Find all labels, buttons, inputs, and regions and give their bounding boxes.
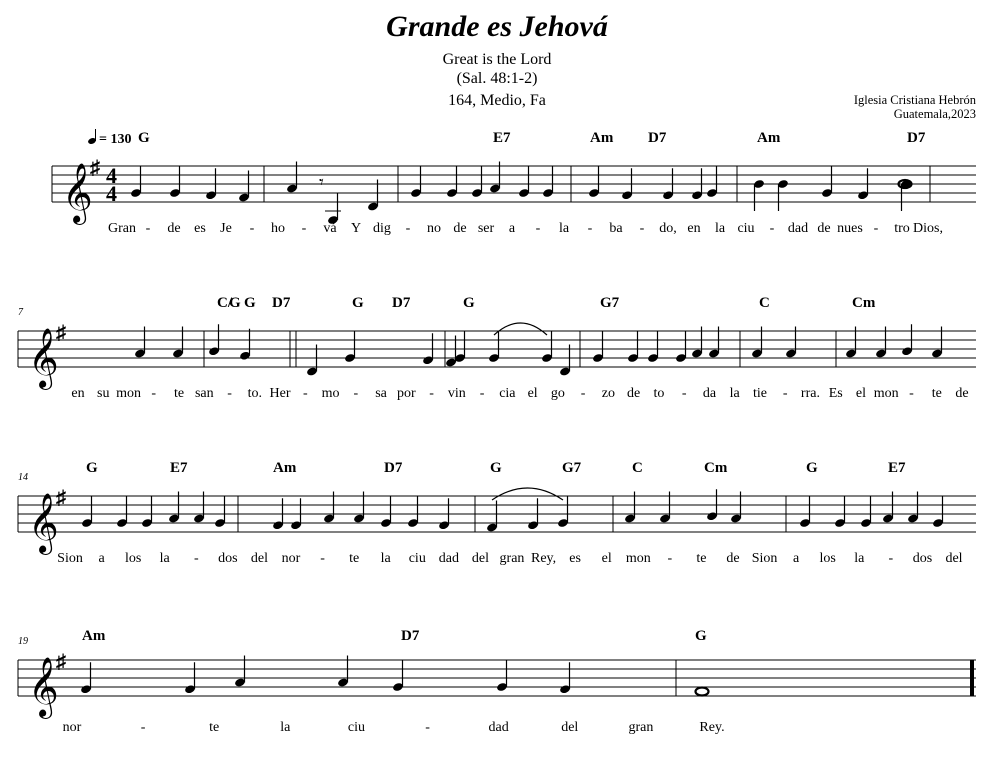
chord-symbol: E7 xyxy=(888,460,906,476)
lyric-syllable: Sion xyxy=(57,551,83,566)
lyric-syllable: do, xyxy=(659,221,677,236)
lyric-syllable: te xyxy=(931,386,942,401)
chord-symbol: Am xyxy=(757,130,781,146)
lyric-hyphen: - xyxy=(535,221,541,236)
lyric-syllable: mon xyxy=(116,386,141,401)
lyric-syllable: los xyxy=(124,551,142,566)
chord-symbol: D7 xyxy=(907,130,926,146)
chord-symbol: D7 xyxy=(272,295,291,311)
lyric-syllable: por xyxy=(397,386,416,401)
lyric-hyphen: - xyxy=(681,386,687,401)
chord-symbol: C xyxy=(759,295,770,311)
treble-clef: 𝄞 xyxy=(28,495,59,552)
composer-place: Guatemala,2023 xyxy=(893,107,976,121)
lyric-syllable: la xyxy=(714,221,726,236)
chord-symbol: D7 xyxy=(401,628,420,644)
lyric-hyphen: - xyxy=(405,221,411,236)
bar-number: 19 xyxy=(18,636,28,647)
lyric-syllable: Her xyxy=(269,386,291,401)
lyric-syllable: la xyxy=(380,551,391,566)
lyric-syllable: dad xyxy=(488,720,509,735)
slur xyxy=(492,488,563,500)
lyric-syllable: te xyxy=(349,551,360,566)
lyric-syllable: a xyxy=(98,551,105,566)
lyric-syllable: nor xyxy=(281,551,301,566)
chord-symbol: G xyxy=(806,460,818,476)
lyric-hyphen: - xyxy=(429,386,434,401)
lyric-hyphen: - xyxy=(580,386,586,401)
lyric-syllable: los xyxy=(819,551,836,566)
staff-system xyxy=(52,130,976,236)
lyric-syllable: el xyxy=(527,386,538,401)
tempo-marking xyxy=(87,129,131,147)
lyric-hyphen: - xyxy=(302,386,308,401)
lyric-syllable: de xyxy=(726,551,740,566)
whole-note xyxy=(696,688,709,696)
chord-symbol: G xyxy=(138,130,150,146)
lyric-syllable: de xyxy=(817,221,831,236)
lyric-syllable: en xyxy=(71,386,85,401)
lyric-syllable: Es xyxy=(828,386,843,401)
lyric-syllable: del xyxy=(471,551,489,566)
chord-symbol: Cm xyxy=(852,295,876,311)
lyric-syllable: nues xyxy=(837,221,863,236)
lyric-syllable: mo xyxy=(321,386,340,401)
lyric-syllable: dig xyxy=(373,221,391,236)
chord-symbol: Am xyxy=(273,460,297,476)
staff-system xyxy=(18,460,976,566)
lyric-syllable: Gran xyxy=(108,221,136,236)
lyric-syllable: to xyxy=(653,386,665,401)
chord-symbol: G7 xyxy=(562,460,582,476)
chord-symbol: D7 xyxy=(648,130,667,146)
lyric-syllable: ciu xyxy=(737,221,755,236)
lyric-hyphen: - xyxy=(249,221,255,236)
lyric-syllable: ciu xyxy=(347,720,365,735)
lyric-hyphen: - xyxy=(425,720,430,735)
lyric-hyphen: - xyxy=(320,551,325,566)
lyric-hyphen: - xyxy=(145,221,151,236)
lyric-syllable: ciu xyxy=(408,551,426,566)
lyric-syllable: gran xyxy=(499,551,525,566)
lyric-syllable: rra. xyxy=(800,386,820,401)
lyric-syllable: ho xyxy=(271,221,285,236)
chord-symbol: D7 xyxy=(392,295,411,311)
hymn-info: 164, Medio, Fa xyxy=(448,92,546,109)
lyric-syllable: ser xyxy=(477,221,495,236)
chord-symbol: C/ xyxy=(217,295,232,311)
lyric-syllable: gran xyxy=(628,720,654,735)
chord-symbol: G xyxy=(229,295,241,311)
lyric-syllable: el xyxy=(855,386,867,401)
lyric-syllable: Je xyxy=(220,221,232,236)
lyric-syllable: mon xyxy=(873,386,899,401)
time-signature-top: 4 xyxy=(106,163,117,188)
lyric-syllable: tro xyxy=(894,221,910,236)
lyric-hyphen: - xyxy=(479,386,485,401)
lyric-hyphen: - xyxy=(193,551,199,566)
lyric-syllable: del xyxy=(945,551,963,566)
key-signature-sharp: ♯ xyxy=(56,487,66,509)
slur xyxy=(494,323,547,335)
lyric-syllable: te xyxy=(696,551,707,566)
lyric-hyphen: - xyxy=(140,720,146,735)
lyric-hyphen: - xyxy=(353,386,359,401)
tempo-value: = 130 xyxy=(99,132,132,147)
lyric-syllable: dad xyxy=(438,551,459,566)
key-signature-sharp: ♯ xyxy=(90,157,100,179)
lyric-syllable: zo xyxy=(601,386,616,401)
lyric-syllable: vin xyxy=(447,386,466,401)
chord-symbol: G xyxy=(463,295,475,311)
chord-symbol: G xyxy=(695,628,707,644)
composer-name: Iglesia Cristiana Hebrón xyxy=(853,93,976,107)
chord-symbol: G xyxy=(244,295,256,311)
chord-symbol: Cm xyxy=(704,460,728,476)
lyric-syllable: Rey. xyxy=(699,720,725,735)
english-subtitle: Great is the Lord xyxy=(442,51,552,68)
staff-system xyxy=(18,628,976,735)
lyric-syllable: da xyxy=(702,386,717,401)
lyric-syllable: la xyxy=(729,386,740,401)
lyric-hyphen: - xyxy=(639,221,645,236)
lyric-hyphen: - xyxy=(873,221,879,236)
lyric-syllable: te xyxy=(173,386,185,401)
lyric-syllable: Rey, xyxy=(530,551,557,566)
key-signature-sharp: ♯ xyxy=(56,322,66,344)
chord-symbol: C xyxy=(632,460,643,476)
lyric-hyphen: - xyxy=(587,221,593,236)
lyric-syllable: ba xyxy=(609,221,623,236)
lyric-syllable: de xyxy=(453,221,467,236)
treble-clef: 𝄞 xyxy=(28,330,59,387)
lyric-hyphen: - xyxy=(227,386,232,401)
lyric-syllable: dad xyxy=(787,221,809,236)
lyric-hyphen: - xyxy=(301,221,307,236)
bar-number: 7 xyxy=(18,307,23,318)
song-title: Grande es Jehová xyxy=(386,10,608,43)
lyric-syllable: tie xyxy=(752,386,767,401)
lyric-syllable: Sion xyxy=(751,551,778,566)
staff-system xyxy=(18,295,976,401)
chord-symbol: G xyxy=(490,460,502,476)
eighth-rest: 𝄾 xyxy=(319,172,324,192)
lyric-syllable: el xyxy=(601,551,612,566)
time-signature-bottom: 4 xyxy=(106,181,117,206)
lyric-syllable: to. xyxy=(247,386,262,401)
lyric-syllable: su xyxy=(97,386,110,401)
lyric-syllable: en xyxy=(687,221,701,236)
lyric-syllable: mon xyxy=(625,551,651,566)
lyric-syllable: del xyxy=(561,720,579,735)
chord-symbol: E7 xyxy=(170,460,188,476)
lyric-hyphen: - xyxy=(782,386,788,401)
lyric-syllable: la xyxy=(558,221,570,236)
scripture-reference: (Sal. 48:1-2) xyxy=(456,70,538,87)
chord-symbol: G7 xyxy=(600,295,620,311)
chord-symbol: G xyxy=(352,295,364,311)
lyric-syllable: dos xyxy=(912,551,933,566)
lyric-syllable: la xyxy=(854,551,865,566)
lyric-hyphen: - xyxy=(909,386,914,401)
key-signature-sharp: ♯ xyxy=(56,651,66,673)
lyric-syllable: go xyxy=(550,386,565,401)
lyric-syllable: de xyxy=(627,386,641,401)
chord-symbol: Am xyxy=(590,130,614,146)
lyric-syllable: del xyxy=(250,551,268,566)
lyric-hyphen: - xyxy=(151,386,157,401)
lyric-syllable: cia xyxy=(499,386,516,401)
chord-symbol: G xyxy=(86,460,98,476)
chord-symbol: D7 xyxy=(384,460,403,476)
lyric-syllable: no xyxy=(427,221,441,236)
lyric-syllable: es xyxy=(194,221,206,236)
lyric-syllable: Y xyxy=(350,221,362,236)
lyric-syllable: la xyxy=(280,720,291,735)
bar-number: 14 xyxy=(18,472,28,483)
lyric-hyphen: - xyxy=(769,221,775,236)
chord-symbol: Am xyxy=(82,628,106,644)
lyric-syllable: nor xyxy=(62,720,82,735)
lyric-syllable: te xyxy=(209,720,220,735)
treble-clef: 𝄞 xyxy=(62,165,93,222)
lyric-syllable: de xyxy=(167,221,181,236)
treble-clef: 𝄞 xyxy=(28,659,59,716)
lyric-syllable: san xyxy=(194,386,214,401)
lyric-syllable: dos xyxy=(218,551,238,566)
lyric-syllable: de xyxy=(955,386,969,401)
lyric-hyphen: - xyxy=(888,551,894,566)
lyric-hyphen: - xyxy=(667,551,673,566)
lyric-syllable: a xyxy=(793,551,800,566)
chord-symbol: E7 xyxy=(493,130,511,146)
lyric-syllable: es xyxy=(569,551,581,566)
lyric-syllable: vá xyxy=(323,221,337,236)
lyric-syllable: a xyxy=(508,221,516,236)
lyric-syllable: la xyxy=(159,551,170,566)
lyric-syllable: Dios, xyxy=(913,221,943,236)
lyric-syllable: sa xyxy=(375,386,387,401)
